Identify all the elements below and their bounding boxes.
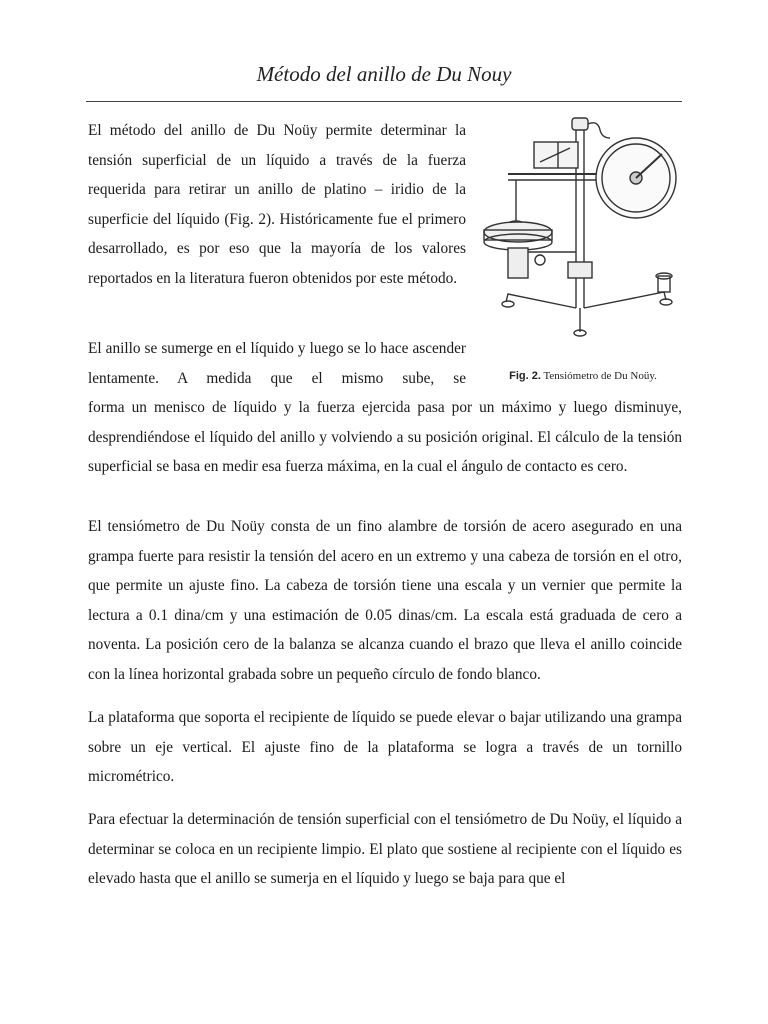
paragraph-ring-continued: forma un menisco de líquido y la fuerza ejercida pasa por un máximo y luego disminuye, desprendiéndose el líquido del anillo y volviendo a su posición original. El cálculo de la tensión superficial se basa en medir esa fuerza máxima, en la cual el ángulo de contacto es cero.: [88, 399, 682, 475]
tensiometer-illustration: [478, 112, 688, 338]
title-divider: [86, 101, 682, 102]
paragraph-platform: La plataforma que soporta el recipiente de líquido se puede elevar o bajar utilizando una grampa sobre un eje vertical. El ajuste fino de la plataforma se logra a través de un tornillo micrométrico.: [88, 709, 682, 785]
paragraph-procedure: Para efectuar la determinación de tensión superficial con el tensiómetro de Du Noüy, el líquido a determinar se coloca en un recipiente limpio. El plato que sostiene al recipiente con el líquido es elevado hasta que el anillo se sumerja en el líquido y luego se baja para que el: [88, 811, 682, 887]
page-title: Método del anillo de Du Nouy: [256, 62, 512, 86]
figure-caption-label: Fig. 2.: [509, 370, 541, 382]
paragraph-intro: El método del anillo de Du Noüy permite determinar la tensión superficial de un líquido a través de la fuerza requerida para retirar un anillo de platino – iridio de la superficie del líquido (Fig. 2). Históricamente fue el primero desarrollado, es por eso que la mayoría de los valores reportados en la literatura fueron obtenidos por este método.: [88, 122, 466, 287]
paragraph-ring-start: El anillo se sumerge en el líquido y luego se lo hace ascender lentamente. A medida que el mismo sube, se: [88, 340, 466, 387]
figure-caption-text: Tensiómetro de Du Noüy.: [543, 370, 657, 382]
figure-caption: [478, 370, 688, 382]
paragraph-tensiometer: El tensiómetro de Du Noüy consta de un fino alambre de torsión de acero asegurado en una grampa fuerte para resistir la tensión del acero en un extremo y una cabeza de torsión en el otro, que permite un ajuste fino. La cabeza de torsión tiene una escala y un vernier que permite la lectura a 0.1 dina/cm y una estimación de 0.05 dinas/cm. La escala está graduada de cero a noventa. La posición cero de la balanza se alcanza cuando el brazo que lleva el anillo coincide con la línea horizontal grabada sobre un pequeño círculo de fondo blanco.: [88, 518, 682, 683]
